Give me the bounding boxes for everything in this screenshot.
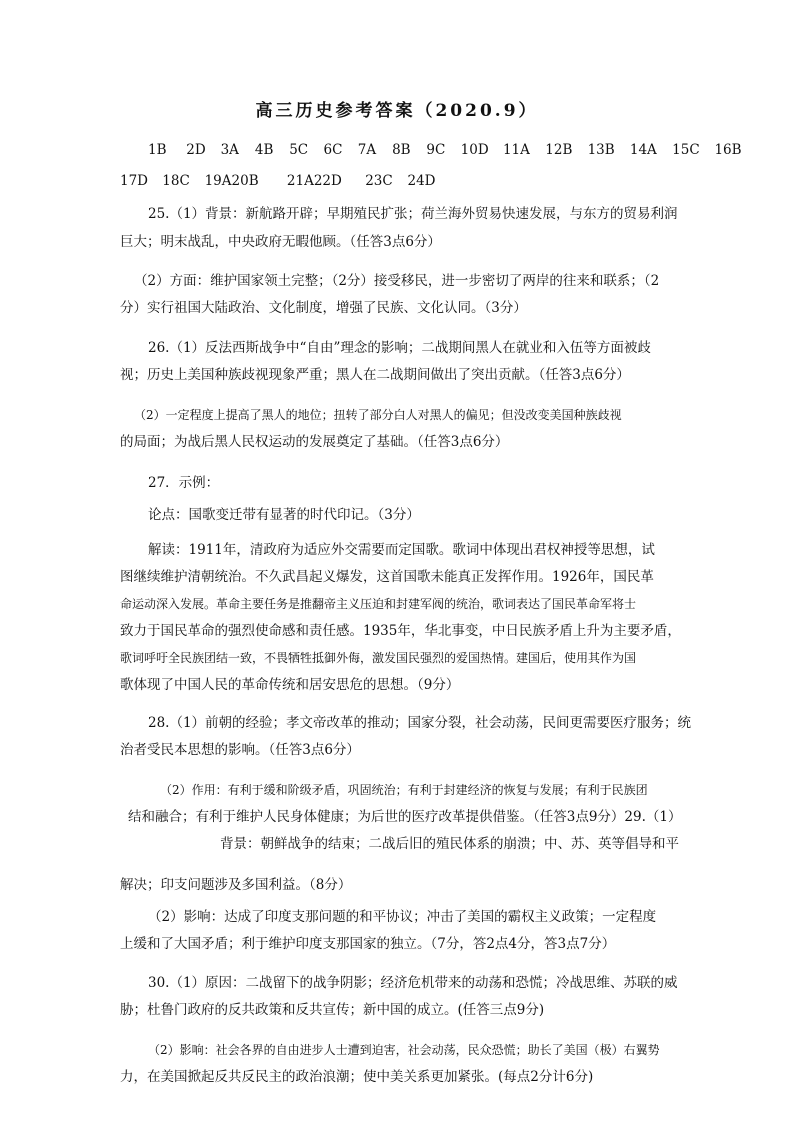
- answer-line: 解读：1911年，清政府为适应外交需要而定国歌。歌词中体现出君权神授等思想，试: [148, 542, 655, 558]
- answer-line: 论点：国歌变迁带有显著的时代印记。（3分）: [148, 507, 420, 523]
- mc-answer: 14A: [629, 142, 657, 158]
- mc-answer: 9C: [426, 142, 446, 158]
- mc-answer: 17D: [120, 173, 149, 189]
- mc-answer: 24D: [407, 173, 436, 189]
- answer-line: 上缓和了大国矛盾；利于维护印度支那国家的独立。（7分，答2点4分，答3点7分）: [120, 936, 616, 952]
- mc-answer: 10D: [460, 142, 489, 158]
- mc-answer: 19A20B: [204, 173, 259, 189]
- answer-line: 力，在美国掀起反共反民主的政治浪潮；使中美关系更加紧张。(每点2分计6分): [120, 1069, 594, 1085]
- answer-line: 歌词呼吁全民族团结一致，不畏牺牲抵御外侮，激发国民强烈的爱国热情。建国后，使用其作为国: [120, 651, 637, 665]
- answer-line: 解决；印支问题涉及多国利益。（8分）: [120, 877, 352, 893]
- mc-answer: 11A: [502, 142, 530, 158]
- mc-answers-row-1: [148, 140, 752, 160]
- page-title: 高三历史参考答案（2020.9）: [255, 101, 539, 121]
- answer-line: 30.（1）原因：二战留下的战争阴影；经济危机带来的动荡和恐慌；冷战思维、苏联的威: [148, 975, 678, 991]
- mc-answer: 6C: [323, 142, 343, 158]
- answer-line: 巨大；明末战乱，中央政府无暇他顾。（任答3点6分）: [120, 234, 441, 250]
- mc-answer: 15C: [672, 142, 700, 158]
- answer-line: 27．示例：: [148, 475, 220, 491]
- mc-answer: 3A: [220, 142, 239, 158]
- answer-line: 的局面；为战后黑人民权运动的发展奠定了基础。（任答3点6分）: [120, 434, 509, 450]
- mc-answers-row-2: [120, 171, 445, 191]
- answer-line: 治者受民本思想的影响。（任答3点6分）: [120, 742, 360, 758]
- mc-answer: 7A: [357, 142, 377, 158]
- mc-answer: 21A22D: [286, 173, 342, 189]
- answer-line: 结和融合；有利于维护人民身体健康；为后世的医疗改革提供借鉴。（任答3点9分）29.（1）: [128, 809, 682, 825]
- answer-line: （2）影响：达成了印度支那问题的和平协议；冲击了美国的霸权主义政策；一定程度: [148, 909, 657, 925]
- answer-line: 视；历史上美国种族歧视现象严重；黑人在二战期间做出了突出贡献。（任答3点6分）: [120, 367, 630, 383]
- answer-line: 致力于国民革命的强烈使命感和责任感。1935年，华北事变，中日民族矛盾上升为主要矛盾，: [120, 623, 681, 639]
- answer-line: 命运动深入发展。革命主要任务是推翻帝主义压迫和封建军阀的统治，歌词表达了国民革命军将士: [120, 597, 637, 611]
- answer-line: 分）实行祖国大陆政治、文化制度，增强了民族、文化认同。（3分）: [120, 300, 527, 316]
- answer-line: 歌体现了中国人民的革命传统和居安思危的思想。（9分）: [120, 677, 460, 693]
- answer-line: （2）一定程度上提高了黑人的地位；扭转了部分白人对黑人的偏见；但没改变美国种族歧视: [134, 408, 622, 422]
- mc-answer: 16B: [714, 142, 742, 158]
- mc-answer: 12B: [545, 142, 573, 158]
- mc-answer: 13B: [587, 142, 615, 158]
- mc-answer: 4B: [254, 142, 274, 158]
- answer-line: 26.（1）反法西斯战争中“自由”理念的影响；二战期间黑人在就业和入伍等方面被歧: [148, 340, 651, 356]
- answer-line: （2）方面：维护国家领土完整；（2分）接受移民，进一步密切了两岸的往来和联系；（2: [134, 273, 660, 289]
- answer-line: 28.（1）前朝的经验；孝文帝改革的推动；国家分裂，社会动荡，民间更需要医疗服务；统: [148, 715, 692, 731]
- answer-line: 图继续维护清朝统治。不久武昌起义爆发，这首国歌未能真正发挥作用。1926年，国民革: [120, 569, 654, 585]
- answer-line: 25.（1）背景：新航路开辟；早期殖民扩张；荷兰海外贸易快速发展，与东方的贸易利润: [148, 206, 678, 222]
- mc-answer: 1B: [148, 142, 167, 158]
- mc-answer: 23C: [365, 173, 393, 189]
- answer-line: （2）作用：有利于缓和阶级矛盾，巩固统治；有利于封建经济的恢复与发展；有利于民族团: [160, 783, 648, 797]
- answer-line: （2）影响：社会各界的自由进步人士遭到迫害，社会动荡，民众恐慌；助长了美国（极）右翼势: [148, 1043, 660, 1057]
- mc-answer: 2D: [186, 142, 206, 158]
- answer-line: 胁；杜鲁门政府的反共政策和反共宣传；新中国的成立。(任答三点9分): [120, 1002, 545, 1018]
- mc-answer: 18C: [162, 173, 190, 189]
- mc-answer: 5C: [289, 142, 309, 158]
- answer-line: 背景：朝鲜战争的结束；二战后旧的殖民体系的崩溃；中、苏、英等倡导和平: [220, 836, 679, 852]
- mc-answer: 8B: [392, 142, 411, 158]
